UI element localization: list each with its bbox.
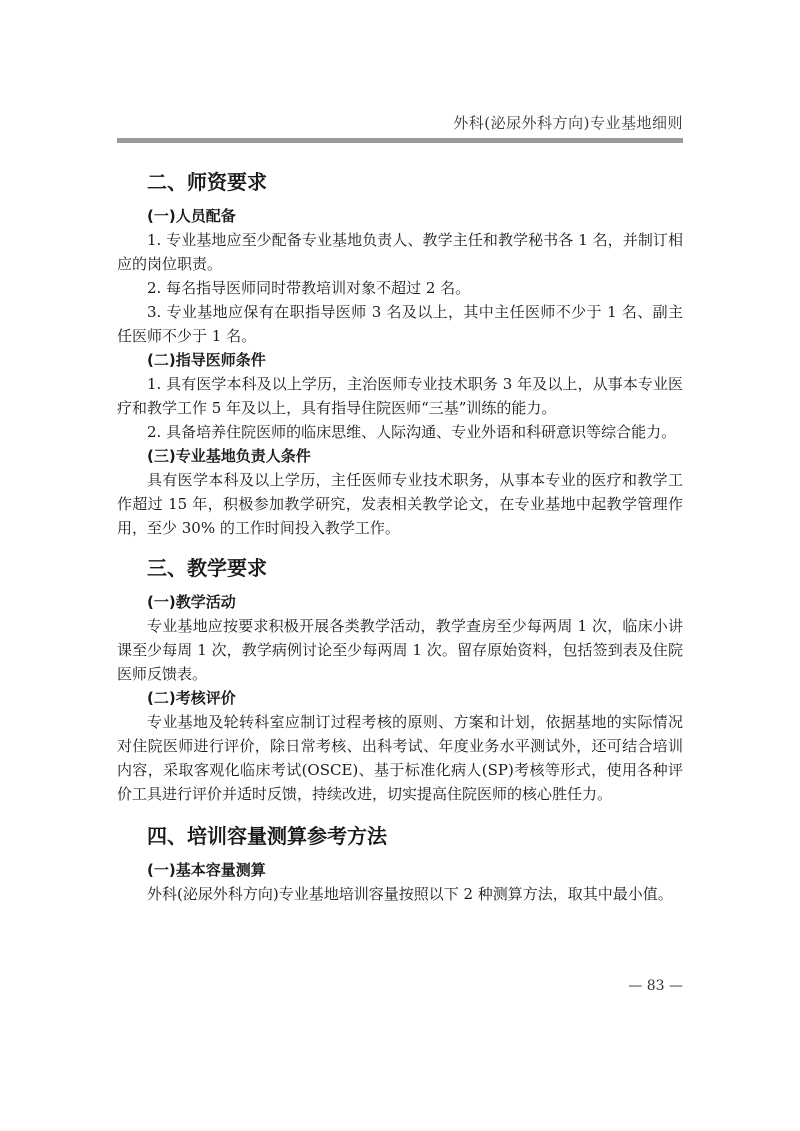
paragraph: 2. 具备培养住院医师的临床思维、人际沟通、专业外语和科研意识等综合能力。 [147, 423, 677, 441]
subsection-title: (二)指导医师条件 [147, 351, 266, 369]
page-header-title: 外科(泌尿外科方向)专业基地细则 [453, 114, 683, 132]
paragraph: 1. 具有医学本科及以上学历，主治医师专业技术职务 3 年及以上，从事本专业医疗和教学工作 5 年及以上，具有指导住院医师“三基”训练的能力。 [117, 375, 683, 417]
header-rule [117, 138, 683, 143]
paragraph: 专业基地及轮转科室应制订过程考核的原则、方案和计划，依据基地的实际情况对住院医师进行评价，除日常考核、出科考试、年度业务水平测试外，还可结合培训内容，采取客观化临床考试(OSCE)、基于标准化病人(SP)考核等形式，使用各种评价工具进行评价并适时反馈，持续改进，切实提高住院医师的核心胜任力。 [117, 713, 683, 803]
section-title: 二、师资要求 [147, 170, 267, 194]
paragraph: 1. 专业基地应至少配备专业基地负责人、教学主任和教学秘书各 1 名，并制订相应的岗位职责。 [117, 231, 683, 273]
subsection-title: (一)教学活动 [147, 593, 236, 611]
subsection-title: (二)考核评价 [147, 689, 236, 707]
subsection-title: (一)基本容量测算 [147, 861, 266, 879]
paragraph: 具有医学本科及以上学历，主任医师专业技术职务，从事本专业的医疗和教学工作超过 15 年，积极参加教学研究，发表相关教学论文，在专业基地中起教学管理作用，至少 30% 的工作时间投入教学工作。 [117, 471, 683, 537]
section-title: 四、培训容量测算参考方法 [147, 824, 387, 848]
subsection-title: (一)人员配备 [147, 207, 236, 225]
section-title: 三、教学要求 [147, 556, 267, 580]
page-number: — 83 — [628, 978, 683, 994]
paragraph: 3. 专业基地应保有在职指导医师 3 名及以上，其中主任医师不少于 1 名、副主任医师不少于 1 名。 [117, 303, 683, 345]
paragraph: 外科(泌尿外科方向)专业基地培训容量按照以下 2 种测算方法，取其中最小值。 [147, 885, 673, 903]
subsection-title: (三)专业基地负责人条件 [147, 447, 311, 465]
paragraph: 2. 每名指导医师同时带教培训对象不超过 2 名。 [147, 279, 471, 297]
paragraph: 专业基地应按要求积极开展各类教学活动，教学查房至少每两周 1 次，临床小讲课至少每周 1 次，教学病例讨论至少每两周 1 次。留存原始资料，包括签到表及住院医师反馈表。 [117, 617, 683, 683]
page-content [117, 160, 683, 906]
